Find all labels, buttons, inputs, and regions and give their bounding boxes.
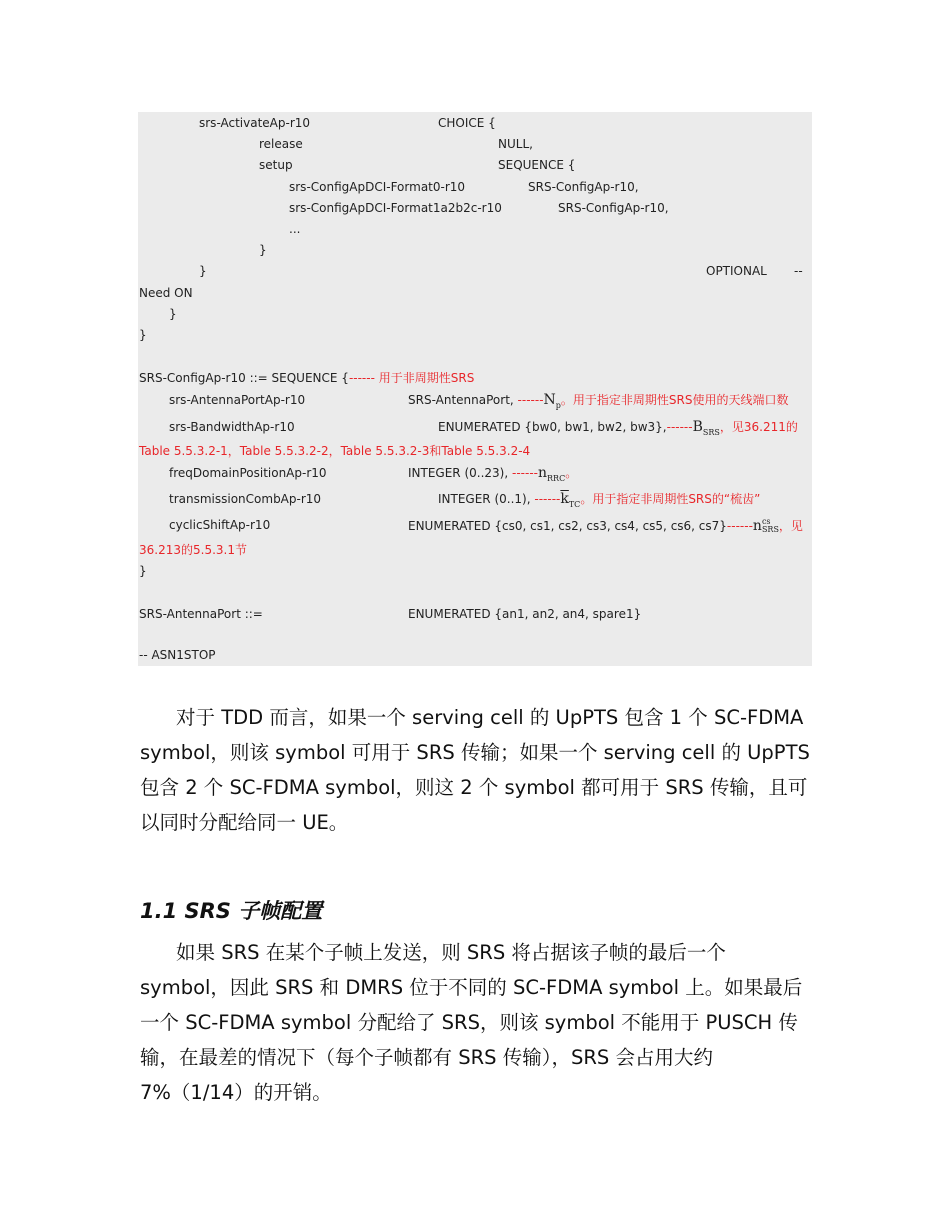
code-line: } xyxy=(199,264,207,278)
annotation: ------ 用于非周期性SRS xyxy=(348,371,475,385)
body-paragraph: 对于 TDD 而言，如果一个 serving cell 的 UpPTS 包含 1 个 SC-FDMA symbol，则该 symbol 可用于 SRS 传输；如果一个 serving cell 的 UpPTS 包含 2 个 SC-FDMA symbol，则这 2 个 symbol 都可用于 SRS 传输，且可以同时分配给同一 UE。 xyxy=(140,706,810,834)
code-line: freqDomainPositionAp-r10 xyxy=(169,466,327,480)
code-line: CHOICE { xyxy=(438,116,496,130)
code-line: Need ON xyxy=(139,286,193,300)
math-symbol: $B_{SRS}$ xyxy=(692,419,720,437)
code-line: OPTIONAL xyxy=(706,264,767,278)
code-line: setup xyxy=(259,158,293,172)
annotation: 。 xyxy=(565,466,578,480)
code-line: SEQUENCE { xyxy=(498,158,576,172)
annotation: ，见 xyxy=(778,519,803,533)
code-line: release xyxy=(259,137,303,151)
code-line: cyclicShiftAp-r10 xyxy=(169,518,271,532)
code-line: srs-ConfigApDCI-Format0-r10 xyxy=(289,180,466,194)
body-paragraph: 如果 SRS 在某个子帧上发送，则 SRS 将占据该子帧的最后一个 symbol，因此 SRS 和 DMRS 位于不同的 SC-FDMA symbol 上。如果最后一个 SC-FDMA symbol 分配给了 SRS，则该 symbol 不能用于 PUSCH 传输，在最差的情况下（每个子帧都有 SRS 传输），SRS 会占用大约 7%（1/14）的开销。 xyxy=(140,941,803,1104)
code-line: ENUMERATED {cs0, cs1, cs2, cs3, cs4, cs5, cs6, cs7}------n cs SRS ，见 xyxy=(408,517,803,534)
code-line: -- xyxy=(794,264,803,278)
math-symbol: $N_p$ xyxy=(543,392,561,410)
code-line: } xyxy=(259,243,267,257)
code-line: srs-ConfigApDCI-Format1a2b2c-r10 xyxy=(289,201,502,215)
math-symbol: $\overline{k}_{TC}$ xyxy=(560,491,581,509)
code-line: ENUMERATED {an1, an2, an4, spare1} xyxy=(408,607,642,621)
code-line: transmissionCombAp-r10 xyxy=(169,492,322,506)
code-line: } xyxy=(169,307,177,321)
math-symbol: $n_{RRC}$ xyxy=(537,465,566,483)
code-line: srs-ActivateAp-r10 xyxy=(199,116,311,130)
math-symbol: n cs SRS xyxy=(752,517,779,534)
annotation: 。用于指定非周期性SRS使用的天线端口数 xyxy=(560,393,789,407)
code-line: INTEGER (0..1), $------\overline{k}_{TC}$。用于指定非周期性SRS的“梳齿” xyxy=(438,491,761,509)
code-line: } xyxy=(139,564,147,578)
code-line: srs-AntennaPortAp-r10 xyxy=(169,393,306,407)
section-title: 1.1 SRS 子帧配置 xyxy=(140,899,323,923)
code-line: ... xyxy=(289,222,301,236)
code-line: SRS-ConfigAp-r10 ::= SEQUENCE {------ 用于非周期性SRS xyxy=(139,371,475,385)
code-line: SRS-ConfigAp-r10, xyxy=(558,201,669,215)
asn1-code-block xyxy=(138,112,812,666)
annotation: 36.213的5.5.3.1节 xyxy=(139,543,247,557)
code-line: SRS-AntennaPort, $------N_p$。用于指定非周期性SRS使用的天线端口数 xyxy=(408,392,789,410)
code-line: SRS-AntennaPort ::= xyxy=(139,607,263,621)
code-line: -- ASN1STOP xyxy=(139,648,216,662)
code-line: NULL, xyxy=(498,137,533,151)
annotation: ，见36.211的 xyxy=(719,420,798,434)
code-line: ENUMERATED {bw0, bw1, bw2, $bw3\},------B_{SRS}$，见36.211的 xyxy=(438,419,798,437)
code-line: srs-BandwidthAp-r10 xyxy=(169,420,295,434)
code-line: SRS-ConfigAp-r10, xyxy=(528,180,639,194)
code-line: } xyxy=(139,328,147,342)
annotation: Table 5.5.3.2-1，Table 5.5.3.2-2，Table 5.5.3.2-3和Table 5.5.3.2-4 xyxy=(139,444,531,458)
annotation: 。用于指定非周期性SRS的“梳齿” xyxy=(580,492,761,506)
code-line: INTEGER (0..23), $------n_{RRC}$。 xyxy=(408,465,578,483)
